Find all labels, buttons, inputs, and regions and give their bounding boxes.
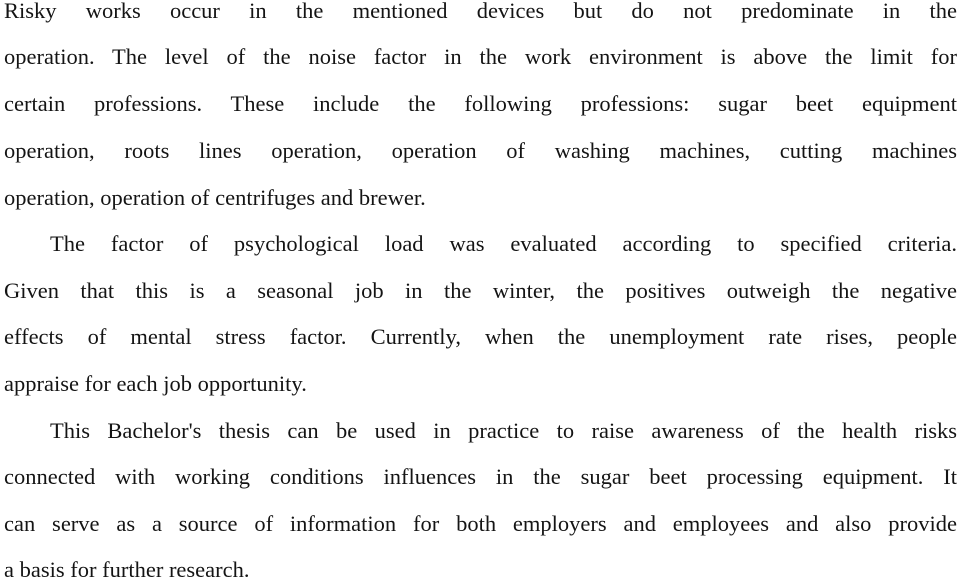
text-line: Risky works occur in the mentioned devices but do not predominate in the bbox=[4, 0, 957, 23]
text-line: a basis for further research. bbox=[4, 557, 250, 582]
text-line: can serve as a source of information for both employers and employees and also provide bbox=[4, 511, 957, 536]
text-line: certain professions. These include the following professions: sugar beet equipment bbox=[4, 91, 957, 116]
text-line: Given that this is a seasonal job in the winter, the positives outweigh the negative bbox=[4, 278, 957, 303]
text-line: operation. The level of the noise factor in the work environment is above the limit for bbox=[4, 44, 957, 69]
text-line: operation, operation of centrifuges and brewer. bbox=[4, 185, 426, 210]
text-line: The factor of psychological load was evaluated according to specified criteria. bbox=[50, 231, 957, 256]
text-line: effects of mental stress factor. Currently, when the unemployment rate rises, people bbox=[4, 324, 957, 349]
text-line: This Bachelor's thesis can be used in practice to raise awareness of the health risks bbox=[50, 418, 957, 443]
text-line: operation, roots lines operation, operation of washing machines, cutting machines bbox=[4, 138, 957, 163]
text-line: appraise for each job opportunity. bbox=[4, 371, 307, 396]
text-line: connected with working conditions influences in the sugar beet processing equipment. It bbox=[4, 464, 957, 489]
